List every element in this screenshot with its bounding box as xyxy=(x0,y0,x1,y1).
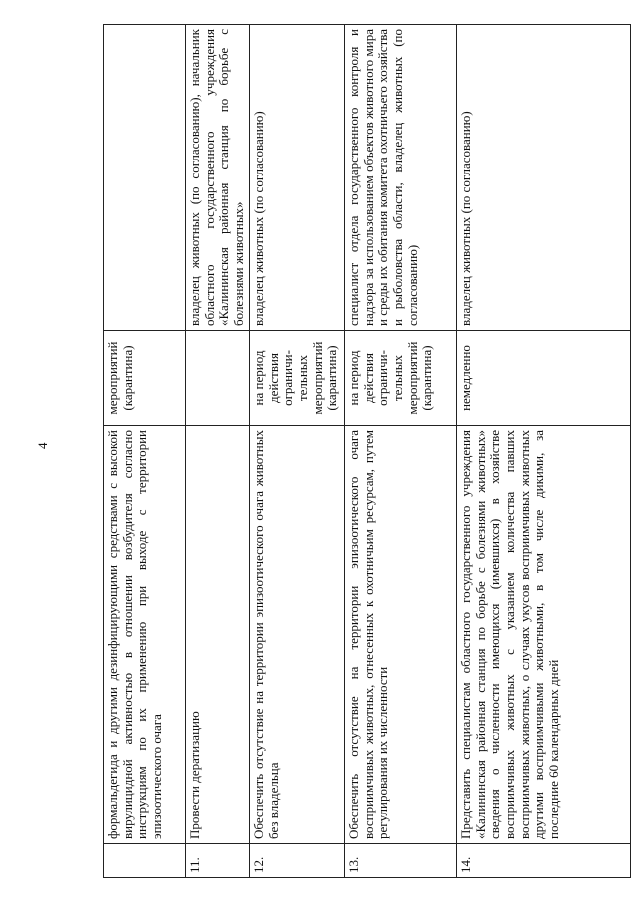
term-cell: немедленно xyxy=(456,331,630,426)
action-cell: Провести дератизацию xyxy=(186,426,250,844)
responsible-cell xyxy=(104,25,186,331)
measures-table xyxy=(103,24,631,878)
term-cell: мероприятий (карантина) xyxy=(104,331,186,426)
row-number-cell: 14. xyxy=(456,844,630,878)
action-cell: Представить специалистам областного государственного учреждения «Калининская районная станция по борьбе с болезнями животных» сведения о численности имеющихся (имевшихся) в хозяйстве восприимчивых животных с указанием количества павших восприимчивых животных, о случаях укусов восприимчивых животных другими восприимчивыми животными, в том числе дикими, за последние 60 календарных дней xyxy=(456,426,630,844)
term-cell: на период действия ограничи-тельных мероприятий (карантина) xyxy=(249,331,344,426)
rotated-page-content xyxy=(103,25,615,878)
responsible-cell: специалист отдела государственного контроля и надзора за использованием объектов животного мира и среды их обитания комитета охотничьего хозяйства и рыболовства области, владелец животных (по согласованию) xyxy=(344,25,456,331)
term-cell xyxy=(186,331,250,426)
term-cell: на период действия ограничи-тельных мероприятий (карантина) xyxy=(344,331,456,426)
table-row xyxy=(249,25,344,878)
table-row xyxy=(344,25,456,878)
action-cell: Обеспечить отсутствие на территории эпизоотического очага животных без владельца xyxy=(249,426,344,844)
responsible-cell: владелец животных (по согласованию), начальник областного государственного учреждения «Калининская районная станция по борьбе с болезнями животных» xyxy=(186,25,250,331)
table-row xyxy=(186,25,250,878)
table-row xyxy=(456,25,630,878)
action-cell: Обеспечить отсутствие на территории эпизоотического очага восприимчивых животных, отнесенных к охотничьим ресурсам, путем регулирования их численности xyxy=(344,426,456,844)
row-number-cell xyxy=(104,844,186,878)
table-row xyxy=(104,25,186,878)
row-number-cell: 11. xyxy=(186,844,250,878)
row-number-cell: 12. xyxy=(249,844,344,878)
responsible-cell: владелец животных (по согласованию) xyxy=(249,25,344,331)
page-number: 4 xyxy=(35,442,50,449)
responsible-cell: владелец животных (по согласованию) xyxy=(456,25,630,331)
row-number-cell: 13. xyxy=(344,844,456,878)
action-cell: формальдегида и другими дезинфицирующими средствами с высокой вирулицидной активностью в отношении возбудителя согласно инструкциям по их применению при выходе с территории эпизоотического очага xyxy=(104,426,186,844)
